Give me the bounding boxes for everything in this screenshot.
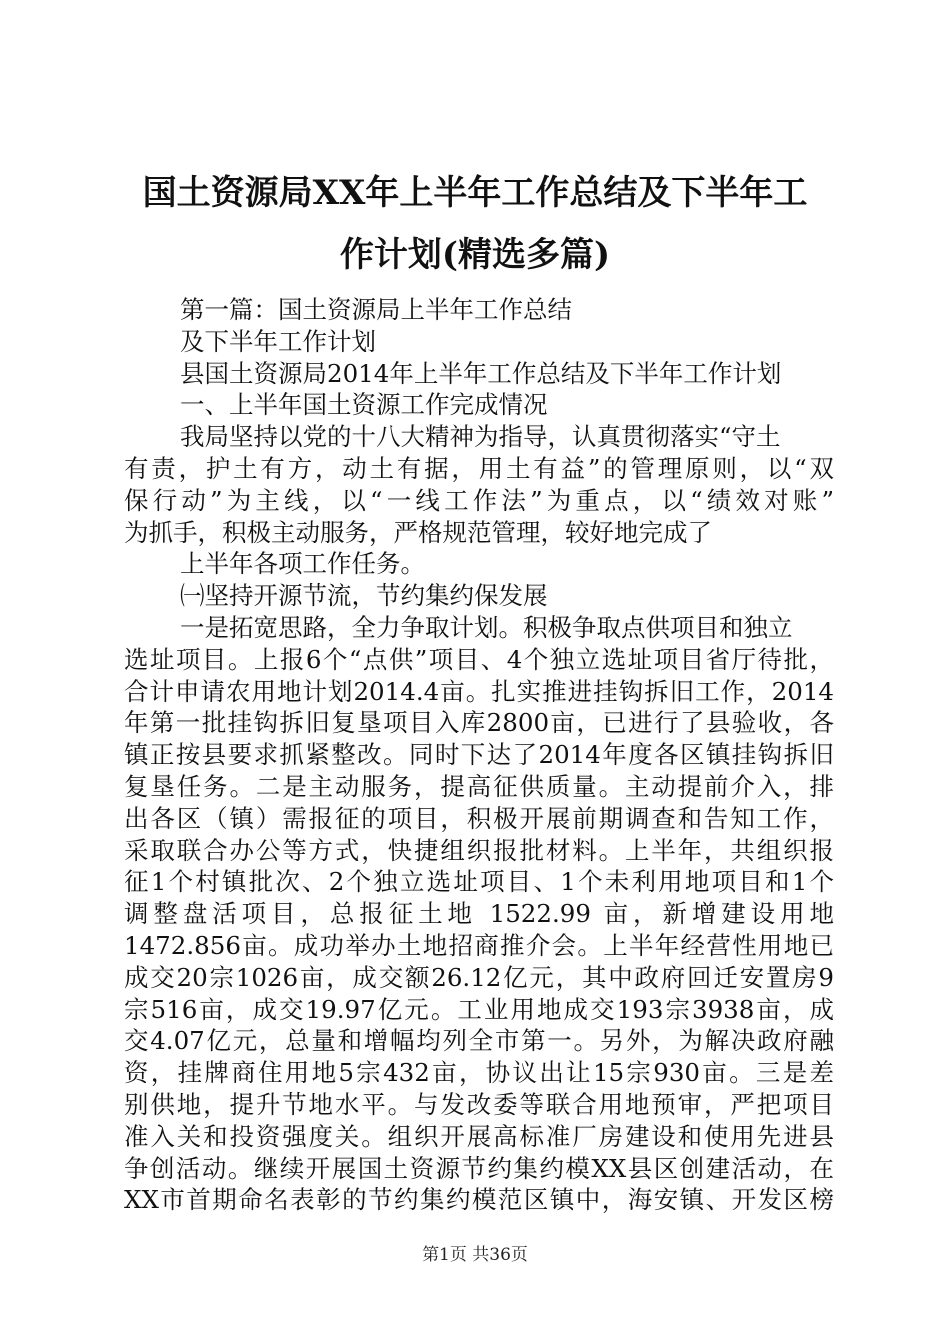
document-body: [124, 294, 834, 1216]
body-line: 合计申请农用地计划2014.4亩。扎实推进挂钩拆旧工作，2014: [124, 676, 834, 706]
body-line: 为抓手，积极主动服务，严格规范管理，较好地完成了: [124, 517, 712, 547]
body-line: 年第一批挂钩拆旧复垦项目入库2800亩，已进行了县验收，各: [124, 708, 834, 738]
body-line: 交4.07亿元，总量和增幅均列全市第一。另外，为解决政府融: [124, 1026, 834, 1056]
body-line: 成交20宗1026亩，成交额26.12亿元，其中政府回迁安置房9: [124, 962, 834, 992]
title-line-1: 国土资源局XX年上半年工作总结及下半年工: [142, 173, 808, 213]
body-line: 保行动”为主线，以“一线工作法”为重点，以“绩效对账”: [124, 485, 834, 515]
body-line: 准入关和投资强度关。组织开展高标准厂房建设和使用先进县: [124, 1121, 834, 1151]
body-line: 第一篇：国土资源局上半年工作总结: [180, 295, 572, 324]
body-line: XX市首期命名表彰的节约集约模范区镇中，海安镇、开发区榜: [124, 1185, 834, 1215]
title-line-2: 作计划(精选多篇): [339, 235, 611, 275]
body-line: ㈠坚持开源节流，节约集约保发展: [180, 581, 548, 611]
body-line: 上半年各项工作任务。: [180, 549, 425, 579]
body-line: 征1个村镇批次、2个独立选址项目、1个未利用地项目和1个: [124, 867, 834, 897]
body-line: 一是拓宽思路，全力争取计划。积极争取点供项目和独立: [180, 612, 793, 642]
body-line: 选址项目。上报6个“点供”项目、4个独立选址项目省厅待批，: [124, 644, 834, 674]
document-title: [120, 162, 830, 286]
body-line: 资，挂牌商住用地5宗432亩，协议出让15宗930亩。三是差: [124, 1058, 834, 1088]
body-line: 及下半年工作计划: [180, 326, 376, 356]
body-line: 争创活动。继续开展国土资源节约集约模XX县区创建活动，在: [124, 1153, 834, 1183]
body-line: 1472.856亩。成功举办土地招商推介会。上半年经营性用地已: [124, 930, 834, 960]
body-line: 采取联合办公等方式，快捷组织报批材料。上半年，共组织报: [124, 835, 834, 865]
body-line: 别供地，提升节地水平。与发改委等联合用地预审，严把项目: [124, 1089, 834, 1119]
body-line: 宗516亩，成交19.97亿元。工业用地成交193宗3938亩，成: [124, 994, 834, 1024]
body-line: 我局坚持以党的十八大精神为指导，认真贯彻落实“守土: [180, 422, 781, 452]
page-footer: 第1页 共36页: [422, 1245, 528, 1265]
body-line: 县国土资源局2014年上半年工作总结及下半年工作计划: [180, 358, 782, 388]
body-line: 有责，护土有方，动土有据，用土有益”的管理原则，以“双: [124, 453, 834, 483]
body-line: 一、上半年国土资源工作完成情况: [180, 390, 548, 420]
body-line: 镇正按县要求抓紧整改。同时下达了2014年度各区镇挂钩拆旧: [124, 740, 834, 770]
body-line: 出各区（镇）需报征的项目，积极开展前期调查和告知工作，: [124, 803, 834, 833]
body-line: 调整盘活项目，总报征土地 1522.99 亩，新增建设用地: [124, 899, 834, 929]
body-line: 复垦任务。二是主动服务，提高征供质量。主动提前介入，排: [124, 771, 834, 801]
